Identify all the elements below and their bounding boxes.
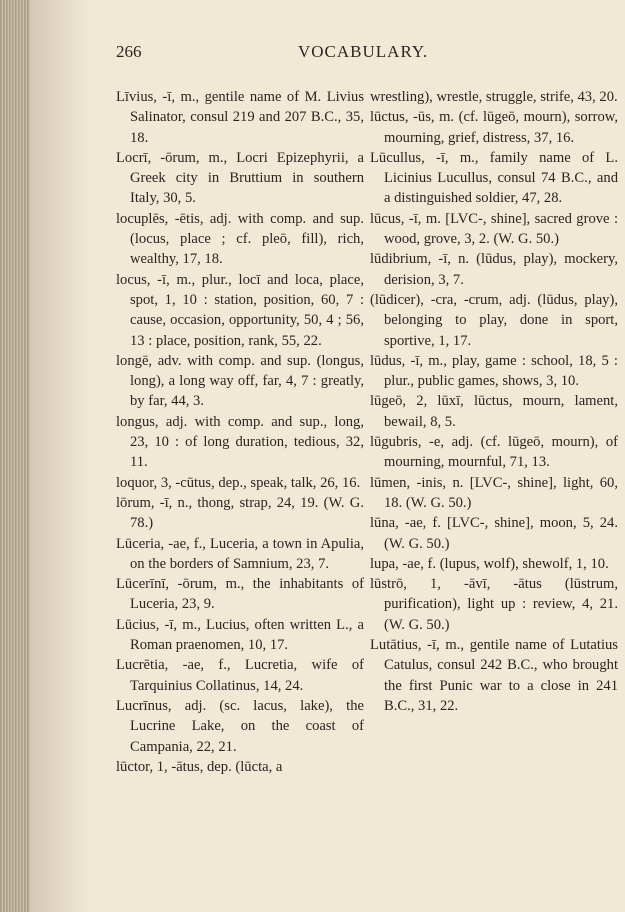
vocab-entry: lupa, -ae, f. (lupus, wolf), shewolf, 1, 10. — [370, 555, 609, 572]
vocab-entry: Līvius, -ī, m., gentile name of M. Livius Salinator, consul 219 and 207 B.C., 35, 18. — [116, 89, 364, 146]
right-column — [370, 87, 618, 716]
vocab-entry: lūctus, -ūs, m. (cf. lūgeō, mourn), sorrow, mourning, grief, distress, 37, 16. — [370, 109, 618, 146]
vocab-entry: Lūcerīnī, -ōrum, m., the inhabitants of Luceria, 23, 9. — [116, 576, 364, 613]
vocab-entry: longus, adj. with comp. and sup., long, 23, 10 : of long duration, tedious, 32, 11. — [116, 413, 364, 471]
vocab-entry: Lucrētia, -ae, f., Lucretia, wife of Tarquinius Collatinus, 14, 24. — [116, 657, 364, 694]
page-edge — [0, 0, 30, 912]
vocab-entry: Lūcius, -ī, m., Lucius, often written L., a Roman praenomen, 10, 17. — [116, 616, 364, 654]
vocab-entry: lūgubris, -e, adj. (cf. lūgeō, mourn), of mourning, mournful, 71, 13. — [370, 434, 618, 471]
vocab-entry: lūmen, -inis, n. [LVC-, shine], light, 60, 18. (W. G. 50.) — [370, 474, 618, 511]
vocab-entry: Lucrīnus, adj. (sc. lacus, lake), the Lucrine Lake, on the coast of Campania, 22, 21. — [116, 697, 364, 755]
left-column — [116, 87, 364, 777]
vocab-entry: lūdus, -ī, m., play, game : school, 18, 5 : plur., public games, shows, 3, 10. — [370, 352, 618, 390]
vocab-entry: Lutātius, -ī, m., gentile name of Lutatius Catulus, consul 242 B.C., who brought the first Punic war to a close in 241 B.C., 31, 22. — [370, 637, 618, 714]
page-number: 266 — [116, 42, 142, 61]
vocab-entry: locus, -ī, m., plur., locī and loca, place, spot, 1, 10 : station, position, 60, 7 : cause, occasion, opportunity, 50, 4 ; 56, 13 : place, position, rank, 55, 22. — [116, 271, 364, 349]
vocab-entry: lūgeō, 2, lūxī, lūctus, mourn, lament, bewail, 8, 5. — [370, 393, 618, 430]
vocab-entry: locuplēs, -ētis, adj. with comp. and sup. (locus, place ; cf. pleō, fill), rich, wealthy, 17, 18. — [116, 210, 364, 268]
vocab-entry: lūcus, -ī, m. [LVC-, shine], sacred grove : wood, grove, 3, 2. (W. G. 50.) — [370, 210, 618, 248]
vocab-entry: lōrum, -ī, n., thong, strap, 24, 19. (W. G. 78.) — [116, 494, 364, 532]
vocab-entry: (lūdicer), -cra, -crum, adj. (lūdus, play), belonging to play, done in sport, sportive, 1, 17. — [370, 291, 618, 349]
vocab-entry: lūctor, 1, -ātus, dep. (lūcta, a — [116, 758, 283, 775]
vocab-entry: wrestling), wrestle, struggle, strife, 43, 20. — [370, 89, 618, 105]
vocab-entry: longē, adv. with comp. and sup. (longus, long), a long way off, far, 4, 7 : greatly, by far, 44, 3. — [116, 352, 364, 410]
vocab-entry: lūstrō, 1, -āvī, -ātus (lūstrum, purification), light up : review, 4, 21. (W. G. 50.) — [370, 576, 618, 633]
page-gutter — [30, 0, 90, 912]
vocab-entry: Lūcullus, -ī, m., family name of L. Licinius Lucullus, consul 74 B.C., and a distinguished soldier, 47, 28. — [370, 149, 618, 207]
vocab-entry: Lūceria, -ae, f., Luceria, a town in Apulia, on the borders of Samnium, 23, 7. — [116, 535, 364, 572]
vocab-entry: lūna, -ae, f. [LVC-, shine], moon, 5, 24. (W. G. 50.) — [370, 515, 618, 552]
vocab-entry: Locrī, -ōrum, m., Locri Epizephyrii, a Greek city in Bruttium in southern Italy, 30, 5. — [116, 149, 364, 207]
vocab-entry: loquor, 3, -cūtus, dep., speak, talk, 26, 16. — [116, 474, 361, 491]
vocab-entry: lūdibrium, -ī, n. (lūdus, play), mockery, derision, 3, 7. — [370, 251, 618, 288]
page-header — [116, 42, 595, 64]
running-head: VOCABULARY. — [298, 42, 429, 61]
